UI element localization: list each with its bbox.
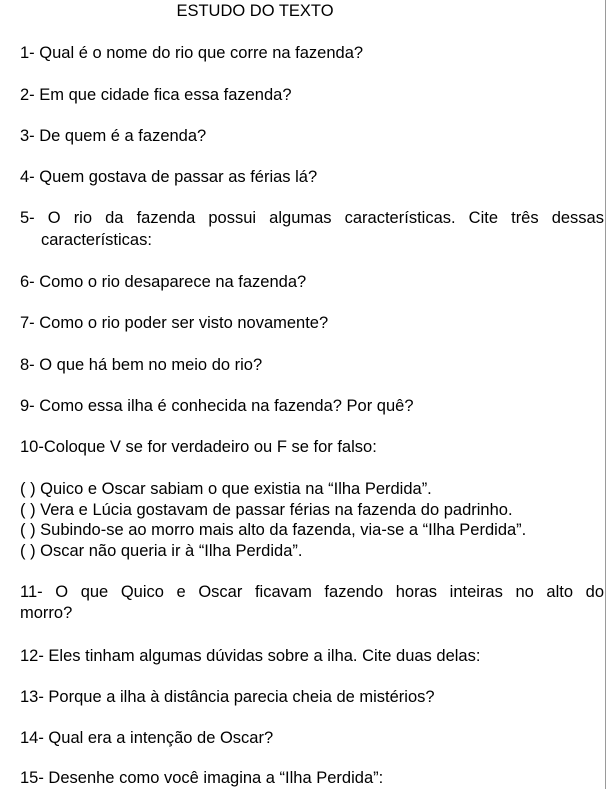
question-11-line-1: 11- O que Quico e Oscar ficavam fazendo horas inteiras no alto do: [20, 583, 604, 601]
question-4: 4- Quem gostava de passar as férias lá?: [20, 168, 318, 186]
question-5-line-1: 5- O rio da fazenda possui algumas características. Cite três dessas: [20, 209, 604, 227]
true-false-item: ( ) Vera e Lúcia gostavam de passar férias na fazenda do padrinho.: [20, 501, 513, 519]
question-5-line-2: características:: [41, 231, 152, 249]
question-1: 1- Qual é o nome do rio que corre na fazenda?: [20, 44, 364, 62]
question-13: 13- Porque a ilha à distância parecia cheia de mistérios?: [20, 688, 435, 706]
question-15: 15- Desenhe como você imagina a “Ilha Perdida”:: [20, 769, 384, 787]
true-false-item: ( ) Quico e Oscar sabiam o que existia na “Ilha Perdida”.: [20, 480, 432, 498]
true-false-item: ( ) Oscar não queria ir à “Ilha Perdida”.: [20, 542, 303, 560]
question-9: 9- Como essa ilha é conhecida na fazenda? Por quê?: [20, 397, 414, 415]
page-title: ESTUDO DO TEXTO: [176, 2, 334, 20]
question-11-line-2: morro?: [20, 604, 73, 622]
question-7: 7- Como o rio poder ser visto novamente?: [20, 314, 329, 332]
question-10: 10-Coloque V se for verdadeiro ou F se for falso:: [20, 438, 377, 456]
question-2: 2- Em que cidade fica essa fazenda?: [20, 86, 292, 104]
question-3: 3- De quem é a fazenda?: [20, 127, 207, 145]
question-8: 8- O que há bem no meio do rio?: [20, 356, 263, 374]
question-12: 12- Eles tinham algumas dúvidas sobre a ilha. Cite duas delas:: [20, 647, 481, 665]
page-border: [605, 0, 606, 789]
question-14: 14- Qual era a intenção de Oscar?: [20, 729, 274, 747]
question-6: 6- Como o rio desaparece na fazenda?: [20, 273, 307, 291]
true-false-item: ( ) Subindo-se ao morro mais alto da fazenda, via-se a “Ilha Perdida”.: [20, 521, 527, 539]
